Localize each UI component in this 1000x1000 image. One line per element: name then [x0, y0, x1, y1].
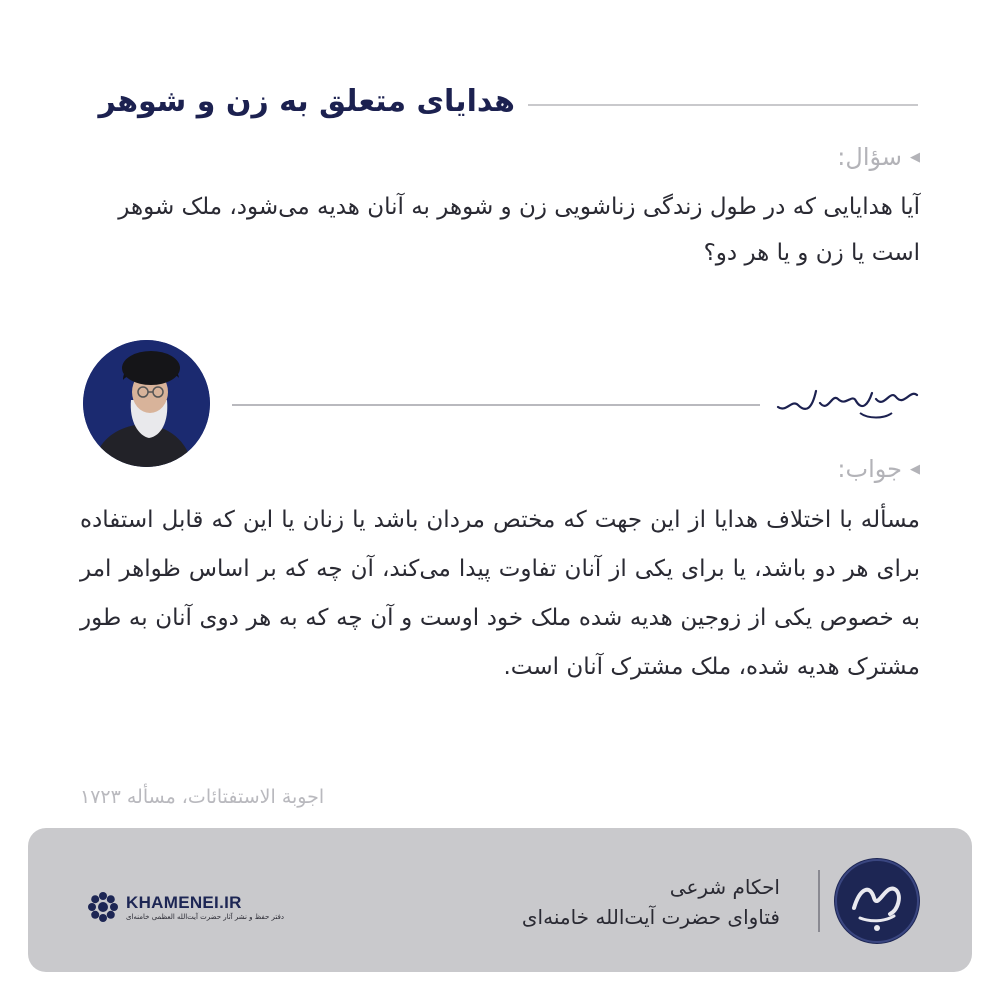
footer-bar	[28, 828, 972, 972]
footer-line-1: احکام شرعی	[669, 875, 780, 899]
answer-label: جواب:	[837, 455, 902, 483]
khamenei-logo-icon	[86, 890, 120, 924]
question-label: سؤال:	[837, 143, 902, 171]
title-divider	[528, 104, 918, 106]
footer-line-2: فتاوای حضرت آیت‌الله خامنه‌ای	[521, 905, 780, 929]
answer-divider	[232, 404, 760, 406]
question-label-row	[837, 143, 920, 171]
footer-caption	[522, 872, 780, 932]
brand-name: KHAMENEI.IR	[126, 893, 242, 912]
basmala-signature	[772, 383, 922, 425]
maaref-emblem-icon	[834, 858, 920, 944]
triangle-left-icon: ◀	[910, 461, 920, 477]
page-title: هدایای متعلق به زن و شوهر	[98, 84, 515, 119]
footer-divider	[818, 870, 820, 932]
brand-subtitle: دفتر حفظ و نشر آثار حضرت آیت‌الله العظمی خامنه‌ای	[126, 913, 284, 921]
question-text: آیا هدایایی که در طول زندگی زناشویی زن و شوهر به آنان هدیه می‌شود، ملک شوهر است یا زن و یا هر دو؟	[118, 194, 920, 266]
answer-text: مسأله با اختلاف هدایا از این جهت که مختص مردان باشد یا زنان یا این که قابل استفاده برای هر دو باشد، یا برای یکی از آنان تفاوت پیدا می‌کند، آن چه که بر اساس ظواهر امر به خصوص یکی از زوجین هدیه شده ملک خود اوست و آن چه که به هر دوی آنان به طور مشترک هدیه شده، ملک مشترک آنان است.	[80, 507, 920, 680]
source-citation: اجوبة الاستفتائات، مسأله ۱۷۲۳	[80, 786, 325, 808]
portrait-image	[83, 340, 210, 467]
khamenei-brand[interactable]	[86, 890, 284, 924]
triangle-left-icon: ◀	[910, 149, 920, 165]
answer-label-row	[837, 455, 920, 483]
